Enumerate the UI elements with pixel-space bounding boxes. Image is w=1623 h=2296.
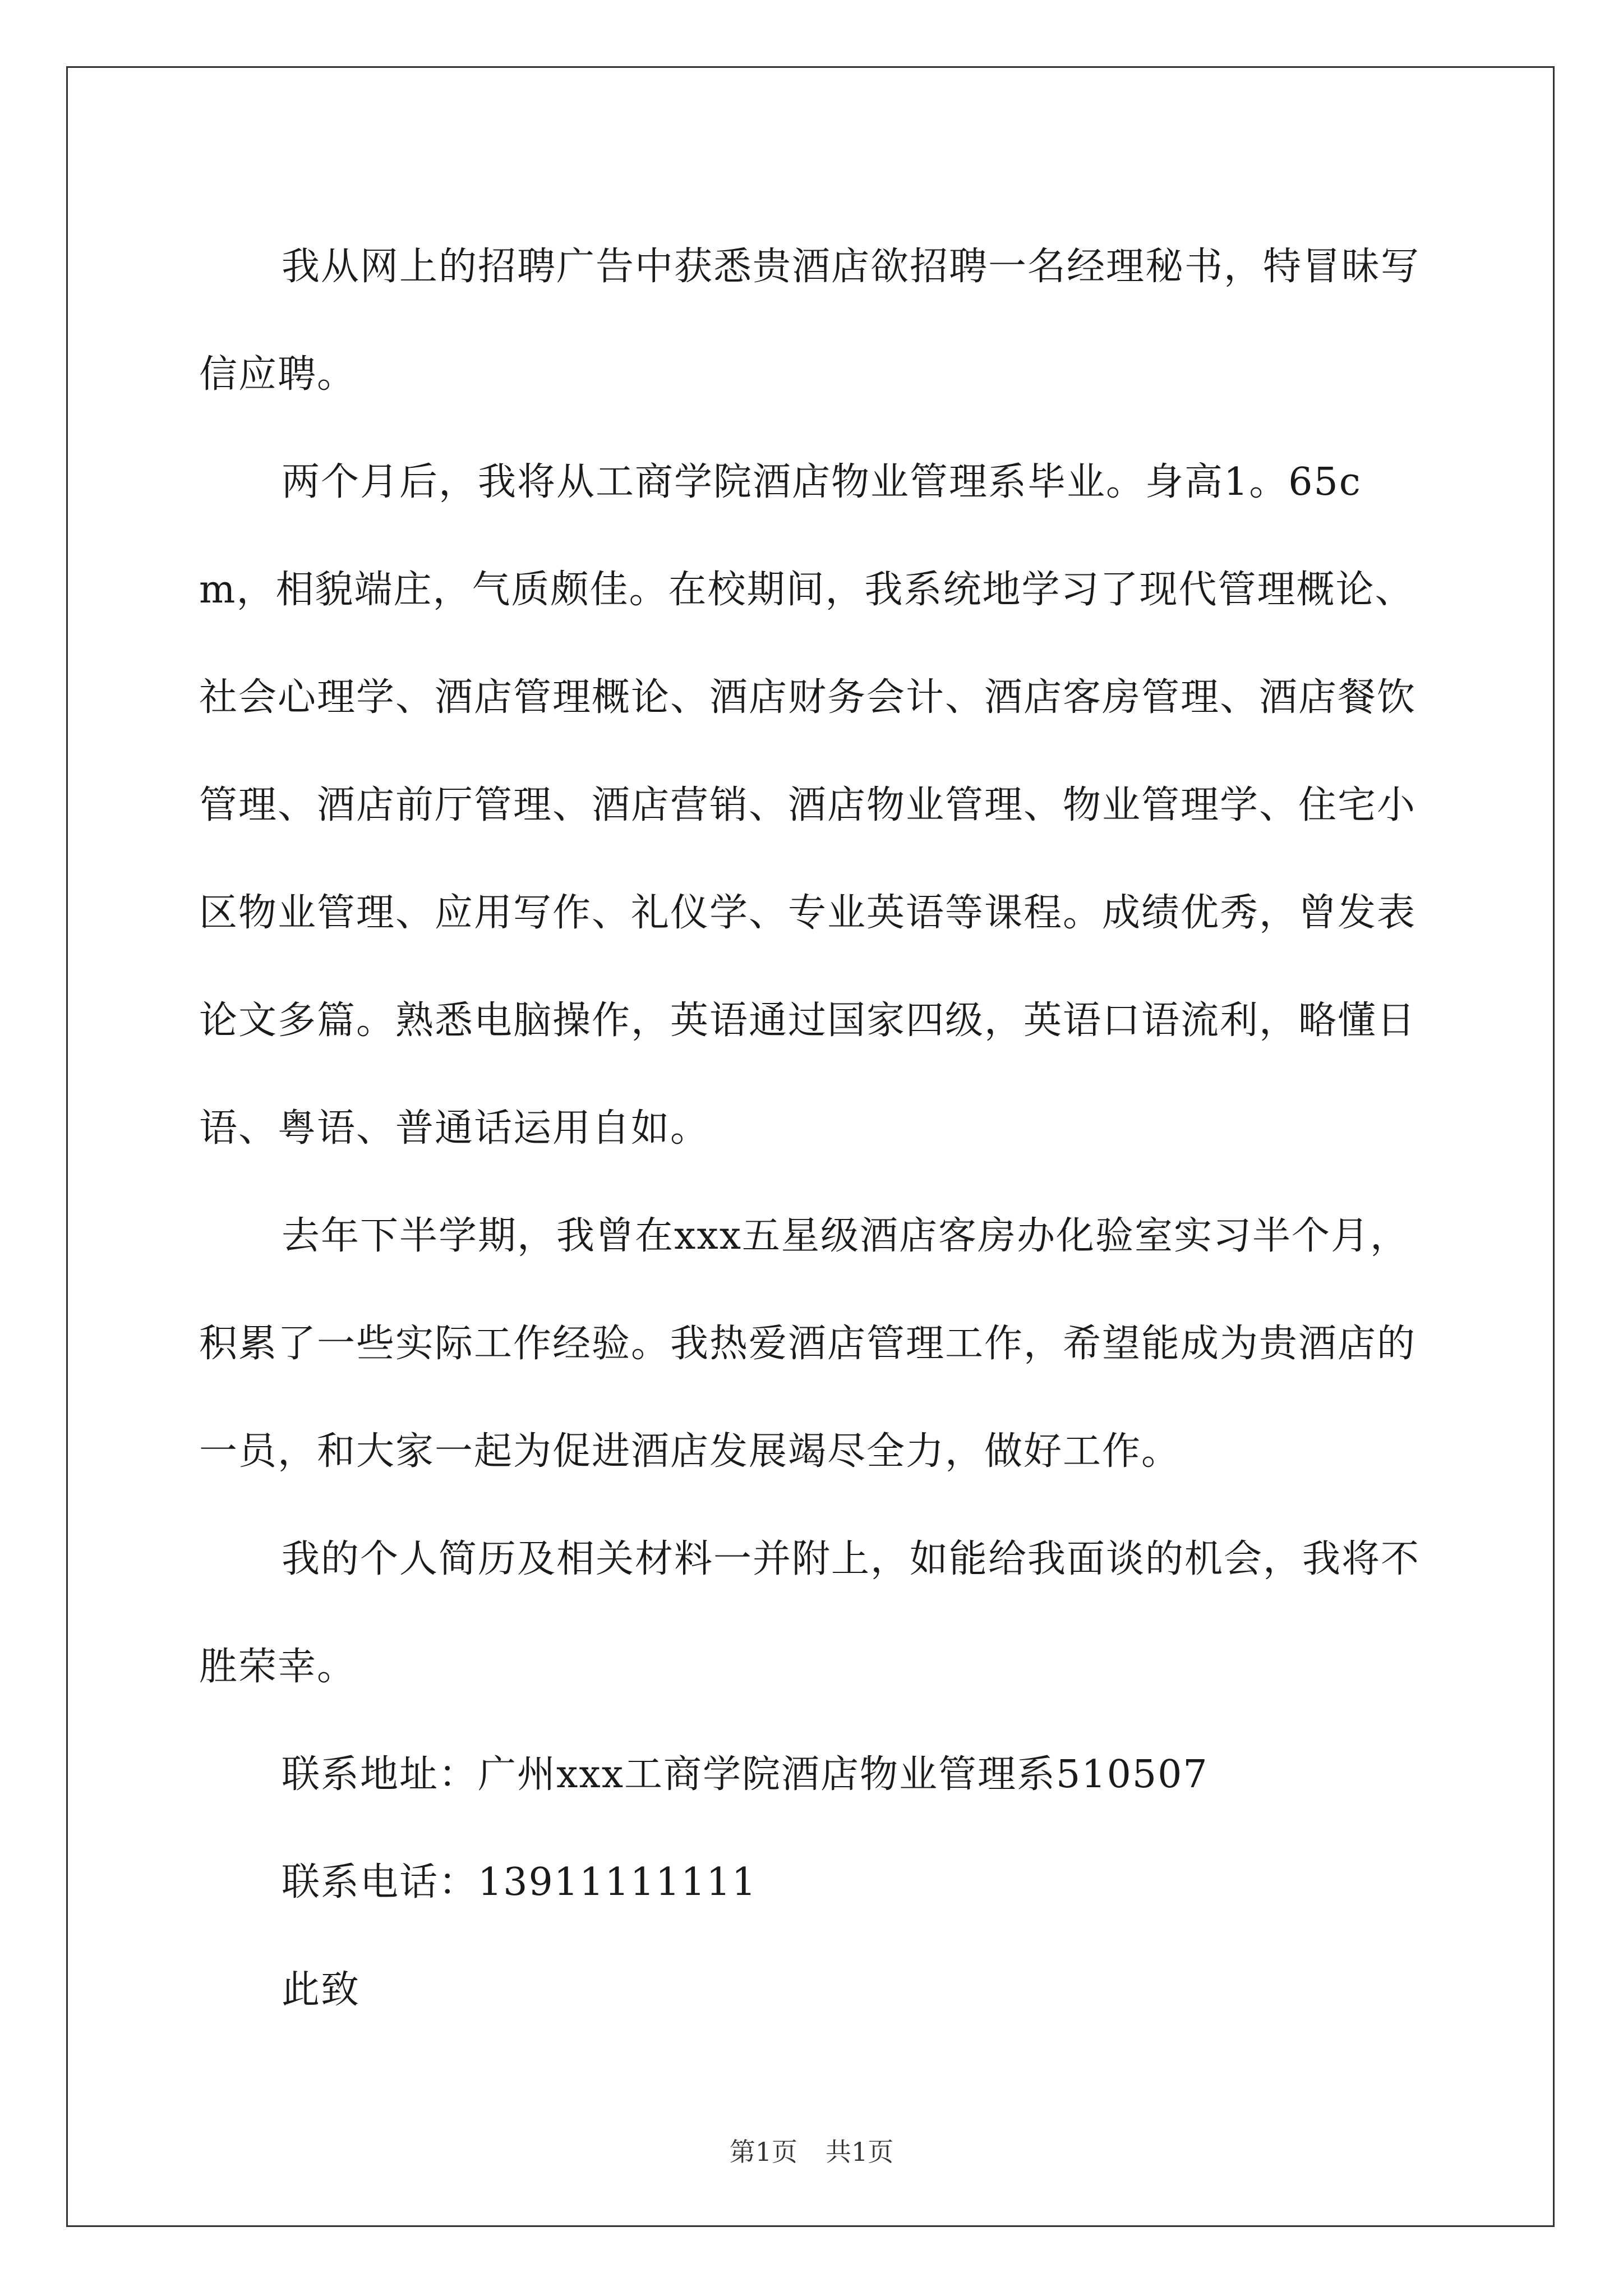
- paragraph-education: 两个月后，我将从工商学院酒店物业管理系毕业。身高1。65cm，相貌端庄，气质颇佳。在校期间，我系统地学习了现代管理概论、社会心理学、酒店管理概论、酒店财务会计、酒店客房管理、酒店餐饮管理、酒店前厅管理、酒店营销、酒店物业管理、物业管理学、住宅小区物业管理、应用写作、礼仪学、专业英语等课程。成绩优秀，曾发表论文多篇。熟悉电脑操作，英语通过国家四级，英语口语流利，略懂日语、粤语、普通话运用自如。: [199, 460, 1417, 1151]
- contact-address: 联系地址：广州xxx工商学院酒店物业管理系510507: [282, 1752, 1209, 1797]
- paragraph-application-intro: 我从网上的招聘广告中获悉贵酒店欲招聘一名经理秘书，特冒昧写信应聘。: [199, 245, 1421, 397]
- paragraph-attachments: 我的个人简历及相关材料一并附上，如能给我面谈的机会，我将不胜荣幸。: [199, 1537, 1421, 1689]
- contact-phone: 联系电话：13911111111: [282, 1860, 757, 1904]
- closing-salutation: 此致: [282, 1968, 361, 2012]
- page-footer: [0, 2132, 1623, 2169]
- page-number: 第1页: [729, 2137, 797, 2167]
- letter-body: [199, 213, 1433, 2044]
- page-total: 共1页: [826, 2137, 894, 2167]
- paragraph-experience: 去年下半学期，我曾在xxx五星级酒店客房办化验室实习半个月，积累了一些实际工作经验。我热爱酒店管理工作，希望能成为贵酒店的一员，和大家一起为促进酒店发展竭尽全力，做好工作。: [199, 1214, 1417, 1474]
